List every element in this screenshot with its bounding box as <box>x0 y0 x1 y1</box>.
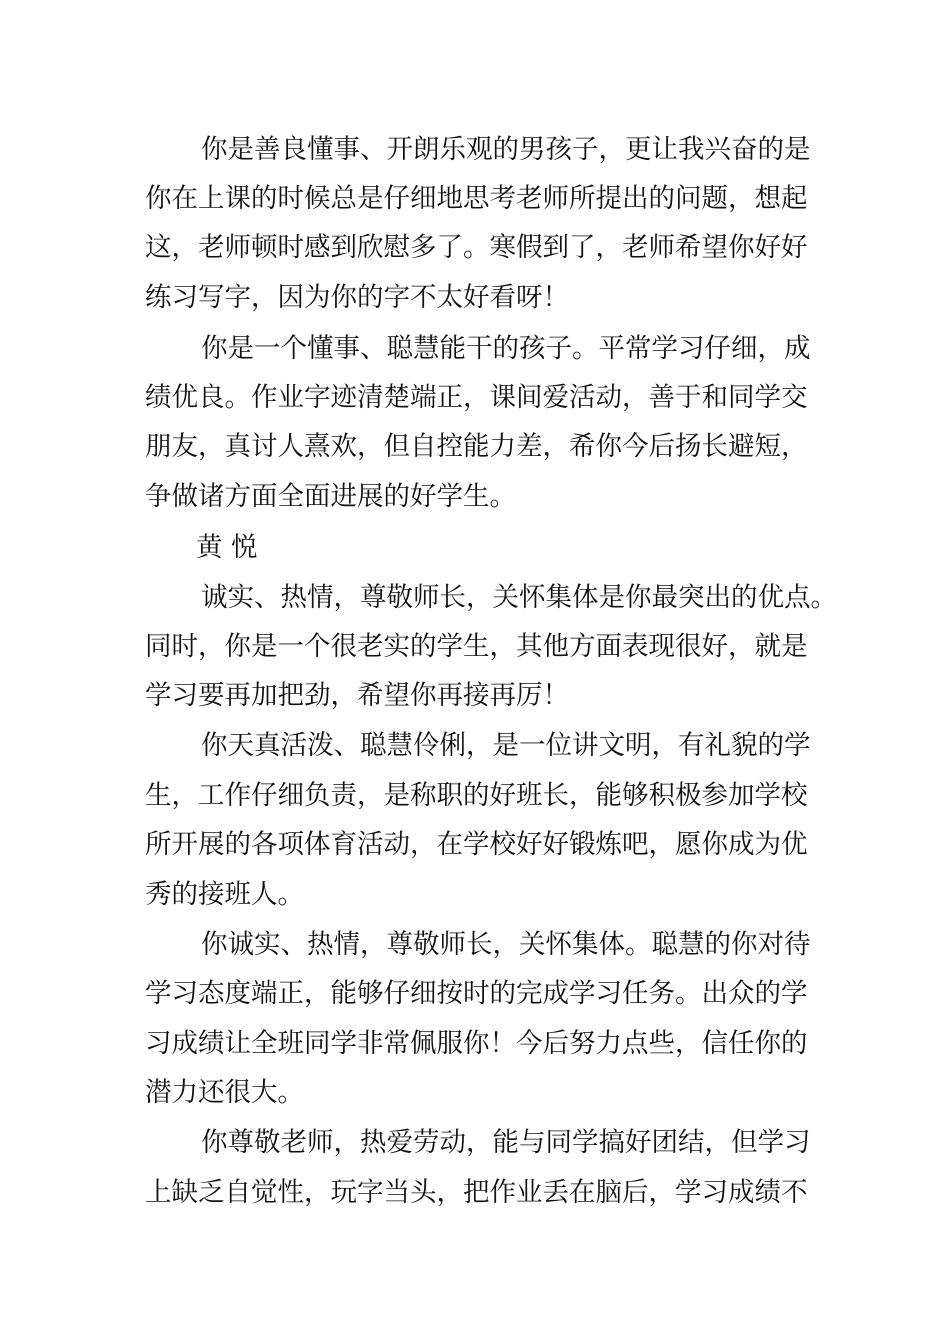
text-line: 朋友，真讨人熹欢，但自控能力差，希你今后扬长避短， <box>145 431 808 462</box>
text-line: 你是一个懂事、聪慧能干的孩子。平常学习仔细，成 <box>201 333 811 364</box>
text-line: 潜力还很大。 <box>145 1077 304 1108</box>
text-line: 习成绩让全班同学非常佩服你！今后努力点些，信任你的 <box>145 1028 808 1059</box>
text-line: 上缺乏自觉性，玩字当头，把作业丢在脑后，学习成绩不 <box>145 1177 808 1208</box>
text-line: 诚实、热情，尊敬师长，关怀集体是你最突出的优点。 <box>201 582 837 613</box>
text-line: 学习要再加把劲，希望你再接再厉！ <box>145 680 569 711</box>
text-line: 你在上课的时候总是仔细地思考老师所提出的问题，想起 <box>145 183 808 214</box>
text-line: 生，工作仔细负责，是称职的好班长，能够积极参加学校 <box>145 780 808 811</box>
text-line: 学习态度端正，能够仔细按时的完成学习任务。出众的学 <box>145 978 808 1009</box>
text-line: 秀的接班人。 <box>145 879 304 910</box>
text-line: 你诚实、热情，尊敬师长，关怀集体。聪慧的你对待 <box>201 929 811 960</box>
text-line: 你是善良懂事、开朗乐观的男孩子，更让我兴奋的是 <box>201 134 811 165</box>
text-line: 同时，你是一个很老实的学生，其他方面表现很好，就是 <box>145 631 808 662</box>
text-line: 争做诸方面全面进展的好学生。 <box>145 481 516 512</box>
text-line: 练习写字，因为你的字不太好看呀！ <box>145 282 569 313</box>
text-line: 这，老师顿时感到欣慰多了。寒假到了，老师希望你好好 <box>145 232 808 263</box>
text-line: 你尊敬老师，热爱劳动，能与同学搞好团结，但学习 <box>201 1127 811 1158</box>
name-heading: 黄 悦 <box>196 532 258 563</box>
text-line: 绩优良。作业字迹清楚端正，课间爱活动，善于和同学交 <box>145 382 808 413</box>
text-line: 所开展的各项体育活动，在学校好好锻炼吧，愿你成为优 <box>145 829 808 860</box>
text-line: 你天真活泼、聪慧伶俐，是一位讲文明，有礼貌的学 <box>201 730 811 761</box>
